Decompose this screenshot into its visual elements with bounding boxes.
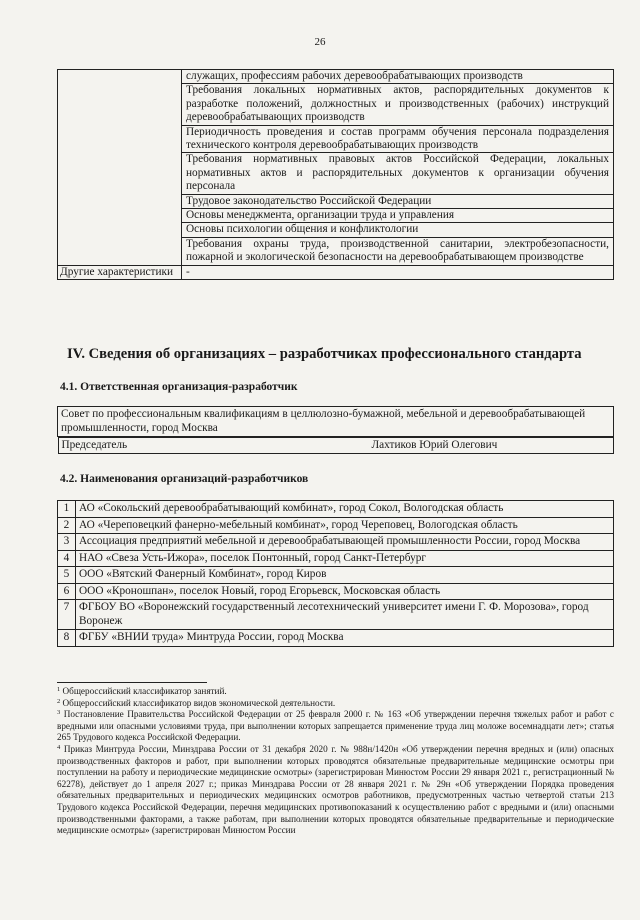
footnote <box>57 744 614 837</box>
developer-name: ФГБУ «ВНИИ труда» Минтруда России, город Москва <box>76 630 614 647</box>
table-row <box>58 534 614 551</box>
table-cell: служащих, профессиям рабочих деревообрабатывающих производств <box>182 70 614 84</box>
row-number: 7 <box>58 600 76 630</box>
footnote <box>57 686 614 698</box>
page-number: 26 <box>314 36 326 48</box>
table-row <box>58 517 614 534</box>
table-row <box>58 630 614 647</box>
table-row <box>58 583 614 600</box>
footnote-text: Приказ Минтруда России, Минздрава России от 31 декабря 2020 г. № 988н/1420н «Об утверждении перечня вредных и (или) опасных производственных факторов и работ, при выполнении которых проводятся обязательные предварительные медицинские осмотры при поступлении на работу и периодические медицинские осмотры» (зарегистрирован Минюстом России 29 января 2021 г., регистрационный № 62278), действует до 1 апреля 2027 г.; приказ Минздрава России от 28 января 2021 г. № 29н «Об утверждении Порядка проведения обязательных предварительных и периодических медицинских осмотров работников, предусмотренных частью четвертой статьи 213 Трудового кодекса Российской Федерации, перечня медицинских противопоказаний к осуществлению работ с вредными и (или) опасными производственными факторами, а также работам, при выполнении которых проводятся обязательные предварительные и периодические медицинские осмотры» (зарегистрирован Минюстом России <box>57 743 615 836</box>
table-cell: Основы менеджмента, организации труда и управления <box>182 209 614 223</box>
row-number: 6 <box>58 583 76 600</box>
knowledge-table <box>57 69 614 280</box>
responsible-org-table <box>57 406 614 454</box>
table-cell: Основы психологии общения и конфликтологии <box>182 223 614 237</box>
developer-name: ООО «Кроношпан», поселок Новый, город Егорьевск, Московская область <box>76 583 614 600</box>
footnote-divider <box>57 682 207 683</box>
developer-name: Ассоциация предприятий мебельной и деревообрабатывающей промышленности России, город Москва <box>76 534 614 551</box>
table-row <box>58 437 614 455</box>
footnote <box>57 698 614 710</box>
subsection-title-responsible: 4.1. Ответственная организация-разработчик <box>60 381 298 393</box>
footnote-text: Постановление Правительства Российской Федерации от 25 февраля 2000 г. № 163 «Об утверждении перечня тяжелых работ и работ с вредными или опасными условиями труда, при выполнении которых запрещается применение труда лиц моложе восемнадцати лет»; статья 265 Трудового кодекса Российской Федерации. <box>57 709 614 743</box>
chair-label: Председатель <box>61 439 128 452</box>
chair-cell <box>58 437 614 454</box>
other-characteristics-value: - <box>182 265 614 279</box>
footnote-mark: 2 <box>57 697 61 705</box>
developer-name: АО «Сокольский деревообрабатывающий комбинат», город Сокол, Вологодская область <box>76 501 614 518</box>
footnote-text: Общероссийский классификатор занятий. <box>62 686 227 696</box>
footnote-text: Общероссийский классификатор видов экономической деятельности. <box>62 697 336 708</box>
developer-name: ООО «Вятский Фанерный Комбинат», город Киров <box>76 567 614 584</box>
table-row <box>58 567 614 584</box>
developers-table <box>57 500 614 647</box>
developer-name: АО «Череповецкий фанерно-мебельный комбинат», город Череповец, Вологодская область <box>76 517 614 534</box>
table-left-cell <box>58 70 182 266</box>
responsible-org-name: Совет по профессиональным квалификациям в целлюлозно-бумажной, мебельной и деревообрабатывающей промышленности, город Москва <box>58 407 614 437</box>
section-title: IV. Сведения об организациях – разработчиках профессионального стандарта <box>67 346 582 362</box>
row-number: 2 <box>58 517 76 534</box>
table-cell: Требования охраны труда, производственной санитарии, электробезопасности, пожарной и экологической безопасности на деревообрабатывающем производстве <box>182 237 614 265</box>
footnote-mark: 4 <box>57 743 61 751</box>
row-number: 8 <box>58 630 76 647</box>
table-row <box>58 600 614 630</box>
footnote-mark: 1 <box>57 686 61 693</box>
table-row <box>58 265 614 279</box>
row-number: 1 <box>58 501 76 518</box>
row-number: 4 <box>58 550 76 567</box>
developer-name: НАО «Свеза Усть-Ижора», поселок Понтонный, город Санкт-Петербург <box>76 550 614 567</box>
table-row <box>58 501 614 518</box>
footnotes <box>57 686 614 837</box>
subsection-title-developers: 4.2. Наименования организаций-разработчиков <box>60 473 309 485</box>
table-cell: Трудовое законодательство Российской Федерации <box>182 194 614 208</box>
table-cell: Требования нормативных правовых актов Российской Федерации, локальных нормативных актов и распорядительных документов к организации обучения персонала <box>182 153 614 194</box>
row-number: 3 <box>58 534 76 551</box>
footnote <box>57 709 614 744</box>
table-row <box>58 550 614 567</box>
table-row <box>58 70 614 84</box>
other-characteristics-label: Другие характеристики <box>58 265 182 279</box>
table-row <box>58 407 614 437</box>
table-cell: Периодичность проведения и состав программ обучения персонала подразделения технического контроля деревообрабатывающих производств <box>182 125 614 153</box>
developer-name: ФГБОУ ВО «Воронежский государственный лесотехнический университет имени Г. Ф. Морозова», город Воронеж <box>76 600 614 630</box>
row-number: 5 <box>58 567 76 584</box>
chair-name: Лахтиков Юрий Олегович <box>371 439 498 452</box>
table-cell: Требования локальных нормативных актов, распорядительных документов к разработке положений, должностных и производственных (рабочих) инструкций деревообрабатывающих производств <box>182 84 614 125</box>
footnote-mark: 3 <box>57 709 61 717</box>
